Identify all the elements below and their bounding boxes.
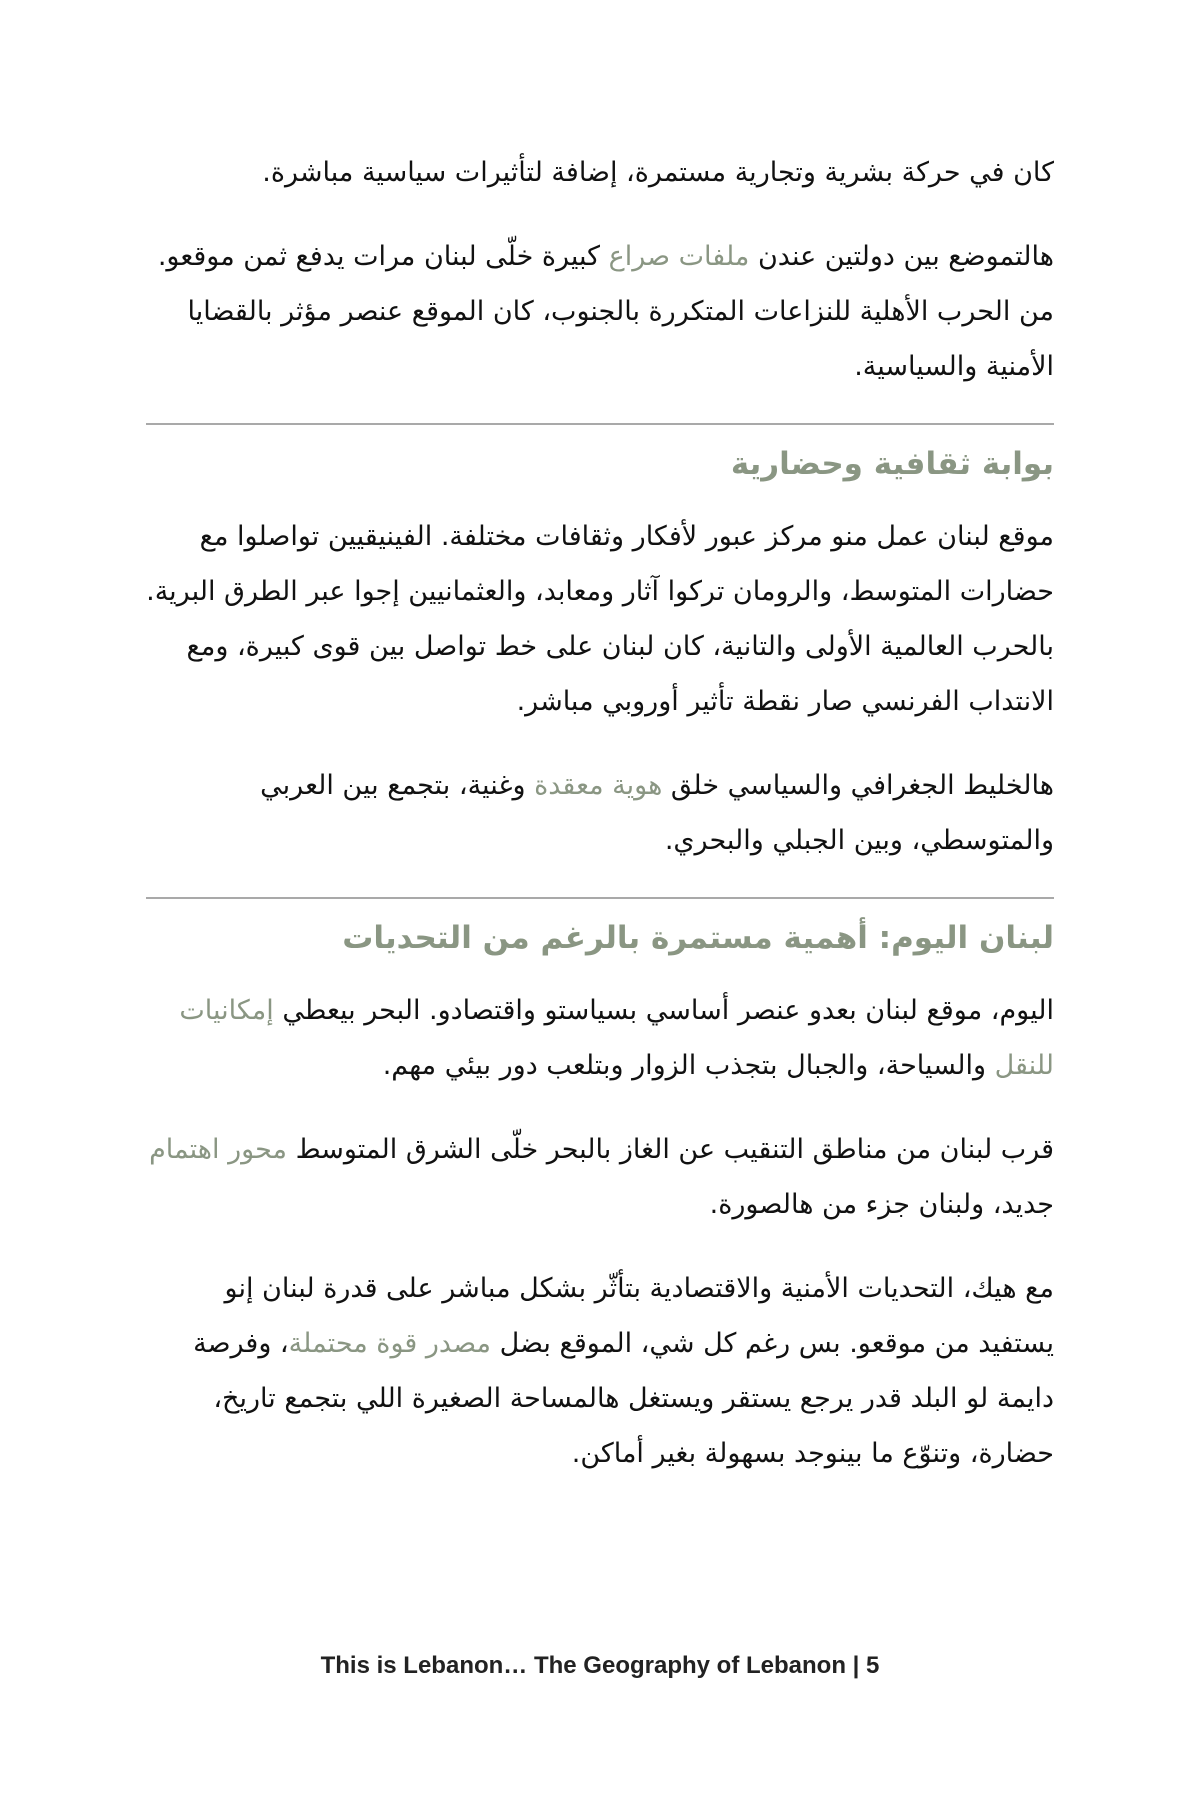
text-run: والسياحة، والجبال بتجذب الزوار وبتلعب دور بيئي مهم. bbox=[382, 1050, 995, 1081]
text-run: مع هيك، التحديات الأمنية والاقتصادية بتأثّر بشكل مباشر على قدرة لبنان إنو يستفيد من موقعو. بس رغم كل شي، الموقع بضل bbox=[224, 1273, 1054, 1359]
section-divider bbox=[146, 897, 1054, 899]
section-divider bbox=[146, 423, 1054, 425]
intro-paragraph-1: كان في حركة بشرية وتجارية مستمرة، إضافة لتأثيرات سياسية مباشرة. bbox=[262, 157, 1054, 188]
highlight-transport-potential: إمكانيات للنقل bbox=[179, 995, 1054, 1081]
text-run: اليوم، موقع لبنان بعدو عنصر أساسي بسياستو واقتصادو. البحر بيعطي bbox=[273, 995, 1054, 1026]
text-run: هالتموضع بين دولتين عندن bbox=[749, 241, 1054, 272]
document-page bbox=[146, 145, 1054, 1510]
highlight-focus-of-interest: محور اهتمام bbox=[149, 1134, 287, 1165]
text-run: هالخليط الجغرافي والسياسي خلق bbox=[662, 770, 1054, 801]
text-run: ، وفرصة دايمة لو البلد قدر يرجع يستقر ويستغل هالمساحة الصغيرة اللي بتجمع تاريخ، حضارة، وتنوّع ما بينوجد بسهولة بغير أماكن. bbox=[193, 1328, 1054, 1469]
highlight-conflict-files: ملفات صراع bbox=[608, 241, 750, 272]
highlight-potential-strength: مصدر قوة محتملة bbox=[288, 1328, 491, 1359]
section-heading-lebanon-today: لبنان اليوم: أهمية مستمرة بالرغم من التحديات bbox=[342, 920, 1054, 956]
text-run: كبيرة خلّى لبنان مرات يدفع ثمن موقعو. من الحرب الأهلية للنزاعات المتكررة بالجنوب، كان الموقع عنصر مؤثر بالقضايا الأمنية والسياسية. bbox=[157, 241, 1054, 382]
page-footer: This is Lebanon… The Geography of Lebanon | 5 bbox=[320, 1652, 880, 1679]
section2-paragraph-1 bbox=[146, 983, 1054, 1093]
section2-paragraph-2 bbox=[146, 1122, 1054, 1232]
text-run: قرب لبنان من مناطق التنقيب عن الغاز بالبحر خلّى الشرق المتوسط bbox=[286, 1134, 1054, 1165]
section-heading-cultural-gateway: بوابة ثقافية وحضارية bbox=[730, 446, 1054, 482]
intro-paragraph-2 bbox=[146, 229, 1054, 394]
section2-paragraph-3 bbox=[146, 1261, 1054, 1481]
section1-paragraph-2 bbox=[146, 758, 1054, 868]
text-run: وغنية، بتجمع بين العربي والمتوسطي، وبين الجبلي والبحري. bbox=[260, 770, 1054, 856]
section1-paragraph-1: موقع لبنان عمل منو مركز عبور لأفكار وثقافات مختلفة. الفينيقيين تواصلوا مع حضارات المتوسط، والرومان تركوا آثار ومعابد، والعثمانيين إجوا عبر الطرق البرية. بالحرب العالمية الأولى والتانية، كان لبنان على خط تواصل بين قوى كبيرة، ومع الانتداب الفرنسي صار نقطة تأثير أوروبي مباشر. bbox=[146, 521, 1054, 717]
highlight-complex-identity: هوية معقدة bbox=[534, 770, 663, 801]
text-run: جديد، ولبنان جزء من هالصورة. bbox=[709, 1189, 1054, 1220]
